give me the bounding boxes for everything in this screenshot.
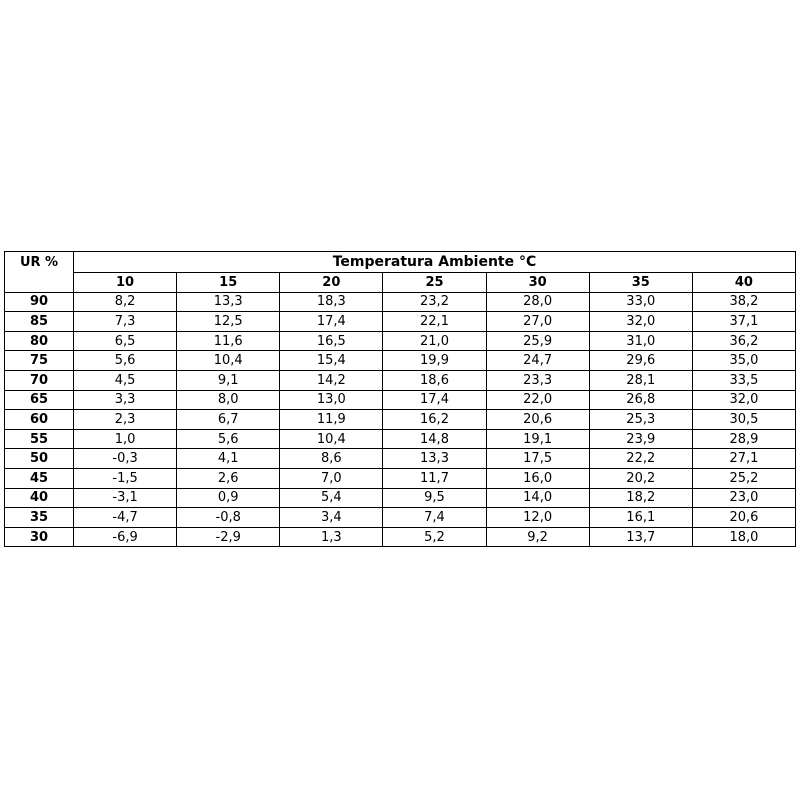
table-cell: 13,7 bbox=[589, 527, 692, 547]
table-row bbox=[5, 508, 796, 528]
dew-point-table-container bbox=[4, 251, 796, 547]
table-cell: 20,6 bbox=[486, 410, 589, 430]
table-cell: 18,2 bbox=[589, 488, 692, 508]
table-cell: 28,1 bbox=[589, 370, 692, 390]
header-row-columns bbox=[5, 273, 796, 293]
table-row bbox=[5, 351, 796, 371]
table-cell: 16,0 bbox=[486, 468, 589, 488]
row-label-ur: 90 bbox=[5, 292, 74, 312]
table-cell: 15,4 bbox=[280, 351, 383, 371]
table-cell: 9,1 bbox=[177, 370, 280, 390]
table-cell: 4,5 bbox=[74, 370, 177, 390]
table-cell: 5,2 bbox=[383, 527, 486, 547]
table-cell: 10,4 bbox=[280, 429, 383, 449]
table-cell: 7,4 bbox=[383, 508, 486, 528]
table-row bbox=[5, 292, 796, 312]
table-cell: 14,0 bbox=[486, 488, 589, 508]
table-cell: -6,9 bbox=[74, 527, 177, 547]
table-row bbox=[5, 429, 796, 449]
table-cell: -2,9 bbox=[177, 527, 280, 547]
table-cell: 24,7 bbox=[486, 351, 589, 371]
table-cell: 18,0 bbox=[692, 527, 795, 547]
table-cell: 19,9 bbox=[383, 351, 486, 371]
table-cell: 1,3 bbox=[280, 527, 383, 547]
table-cell: 7,3 bbox=[74, 312, 177, 332]
table-cell: 1,0 bbox=[74, 429, 177, 449]
table-cell: 22,2 bbox=[589, 449, 692, 469]
table-row bbox=[5, 527, 796, 547]
table-cell: 3,4 bbox=[280, 508, 383, 528]
table-cell: 32,0 bbox=[692, 390, 795, 410]
column-header-35: 35 bbox=[589, 273, 692, 293]
table-cell: 25,9 bbox=[486, 331, 589, 351]
table-cell: 22,1 bbox=[383, 312, 486, 332]
table-cell: 32,0 bbox=[589, 312, 692, 332]
row-label-ur: 45 bbox=[5, 468, 74, 488]
table-cell: 2,6 bbox=[177, 468, 280, 488]
table-cell: -0,8 bbox=[177, 508, 280, 528]
table-cell: 23,3 bbox=[486, 370, 589, 390]
table-cell: 27,0 bbox=[486, 312, 589, 332]
table-cell: -4,7 bbox=[74, 508, 177, 528]
table-cell: 20,2 bbox=[589, 468, 692, 488]
table-cell: 30,5 bbox=[692, 410, 795, 430]
table-cell: 4,1 bbox=[177, 449, 280, 469]
row-label-ur: 40 bbox=[5, 488, 74, 508]
table-cell: 29,6 bbox=[589, 351, 692, 371]
table-cell: 18,6 bbox=[383, 370, 486, 390]
table-cell: 7,0 bbox=[280, 468, 383, 488]
table-cell: 31,0 bbox=[589, 331, 692, 351]
table-cell: 21,0 bbox=[383, 331, 486, 351]
table-cell: 16,1 bbox=[589, 508, 692, 528]
table-row bbox=[5, 331, 796, 351]
table-cell: -3,1 bbox=[74, 488, 177, 508]
header-row-group bbox=[5, 252, 796, 273]
table-cell: 6,7 bbox=[177, 410, 280, 430]
table-cell: 23,9 bbox=[589, 429, 692, 449]
table-cell: 25,3 bbox=[589, 410, 692, 430]
table-cell: 11,6 bbox=[177, 331, 280, 351]
table-cell: 0,9 bbox=[177, 488, 280, 508]
table-cell: 2,3 bbox=[74, 410, 177, 430]
table-cell: 8,2 bbox=[74, 292, 177, 312]
table-cell: 19,1 bbox=[486, 429, 589, 449]
row-label-ur: 50 bbox=[5, 449, 74, 469]
table-cell: 33,0 bbox=[589, 292, 692, 312]
table-cell: 8,0 bbox=[177, 390, 280, 410]
table-cell: 17,4 bbox=[280, 312, 383, 332]
table-cell: 6,5 bbox=[74, 331, 177, 351]
table-cell: 8,6 bbox=[280, 449, 383, 469]
column-header-15: 15 bbox=[177, 273, 280, 293]
column-header-25: 25 bbox=[383, 273, 486, 293]
table-cell: 20,6 bbox=[692, 508, 795, 528]
table-cell: 14,2 bbox=[280, 370, 383, 390]
table-cell: 12,5 bbox=[177, 312, 280, 332]
table-cell: 10,4 bbox=[177, 351, 280, 371]
row-label-ur: 35 bbox=[5, 508, 74, 528]
table-cell: 25,2 bbox=[692, 468, 795, 488]
table-cell: 17,4 bbox=[383, 390, 486, 410]
table-cell: 27,1 bbox=[692, 449, 795, 469]
row-label-ur: 65 bbox=[5, 390, 74, 410]
row-label-ur: 60 bbox=[5, 410, 74, 430]
table-cell: -0,3 bbox=[74, 449, 177, 469]
table-cell: 26,8 bbox=[589, 390, 692, 410]
table-body bbox=[5, 292, 796, 547]
table-cell: 11,7 bbox=[383, 468, 486, 488]
table-cell: 16,2 bbox=[383, 410, 486, 430]
table-cell: 3,3 bbox=[74, 390, 177, 410]
table-cell: 11,9 bbox=[280, 410, 383, 430]
table-cell: 5,4 bbox=[280, 488, 383, 508]
row-label-ur: 55 bbox=[5, 429, 74, 449]
table-row bbox=[5, 449, 796, 469]
table-cell: 37,1 bbox=[692, 312, 795, 332]
table-cell: 9,2 bbox=[486, 527, 589, 547]
table-cell: 9,5 bbox=[383, 488, 486, 508]
table-cell: 18,3 bbox=[280, 292, 383, 312]
table-cell: 33,5 bbox=[692, 370, 795, 390]
table-cell: 28,0 bbox=[486, 292, 589, 312]
column-header-20: 20 bbox=[280, 273, 383, 293]
table-cell: 35,0 bbox=[692, 351, 795, 371]
table-cell: 23,0 bbox=[692, 488, 795, 508]
table-cell: 14,8 bbox=[383, 429, 486, 449]
row-label-ur: 75 bbox=[5, 351, 74, 371]
table-cell: 22,0 bbox=[486, 390, 589, 410]
row-label-ur: 30 bbox=[5, 527, 74, 547]
column-header-30: 30 bbox=[486, 273, 589, 293]
table-cell: 13,0 bbox=[280, 390, 383, 410]
table-row bbox=[5, 410, 796, 430]
temperature-group-header: Temperatura Ambiente °C bbox=[74, 252, 796, 273]
table-cell: 36,2 bbox=[692, 331, 795, 351]
ur-percent-header: UR % bbox=[5, 252, 74, 293]
table-row bbox=[5, 390, 796, 410]
table-cell: -1,5 bbox=[74, 468, 177, 488]
table-cell: 12,0 bbox=[486, 508, 589, 528]
table-row bbox=[5, 488, 796, 508]
column-header-10: 10 bbox=[74, 273, 177, 293]
row-label-ur: 80 bbox=[5, 331, 74, 351]
table-cell: 5,6 bbox=[74, 351, 177, 371]
table-cell: 38,2 bbox=[692, 292, 795, 312]
dew-point-table bbox=[4, 251, 796, 547]
row-label-ur: 85 bbox=[5, 312, 74, 332]
table-row bbox=[5, 312, 796, 332]
table-cell: 5,6 bbox=[177, 429, 280, 449]
table-cell: 28,9 bbox=[692, 429, 795, 449]
table-cell: 17,5 bbox=[486, 449, 589, 469]
table-cell: 23,2 bbox=[383, 292, 486, 312]
table-row bbox=[5, 468, 796, 488]
column-header-40: 40 bbox=[692, 273, 795, 293]
table-cell: 13,3 bbox=[383, 449, 486, 469]
table-row bbox=[5, 370, 796, 390]
table-cell: 16,5 bbox=[280, 331, 383, 351]
row-label-ur: 70 bbox=[5, 370, 74, 390]
table-cell: 13,3 bbox=[177, 292, 280, 312]
